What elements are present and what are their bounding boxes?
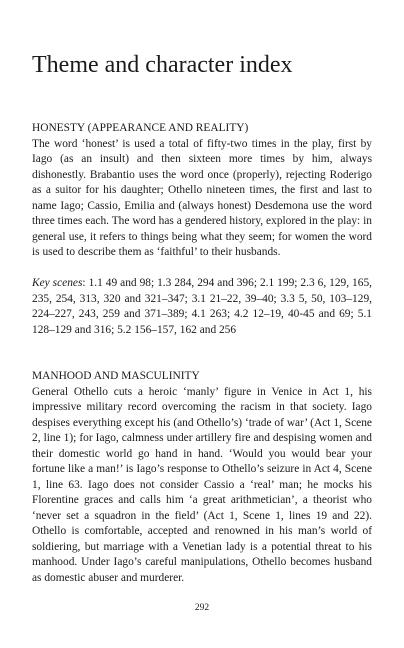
key-scenes-honesty: [32, 276, 372, 338]
section-manhood: [32, 369, 372, 586]
page-title: Theme and character index: [32, 52, 293, 78]
key-scenes-label: Key scenes: [32, 277, 83, 289]
section-honesty: [32, 121, 372, 338]
key-scenes-list: : 1.1 49 and 98; 1.3 284, 294 and 396; 2.1 199; 2.3 6, 129, 165, 235, 254, 313, 320 and 321–347; 3.1 21–22, 39–40; 3.3 5, 50, 103–129, 224–227, 243, 259 and 371–389; 4.1 263; 4.2 12–19, 40-45 and 69; 5.1 128–129 and 316; 5.2 156–157, 162 and 256: [32, 277, 372, 336]
section-heading-honesty: HONESTY (APPEARANCE AND REALITY): [32, 122, 249, 134]
page-number: 292: [194, 603, 210, 613]
section-heading-manhood: MANHOOD AND MASCULINITY: [32, 370, 200, 382]
section-body-manhood: General Othello cuts a heroic ‘manly’ figure in Venice in Act 1, his impressive military record overcoming the racism in that society. Iago despises everything except his (and Othello’s) ‘trade of war’ (Act 1, Scene 2, line 1); for Iago, calmness under artillery fire and despising women and their domestic world go hand in hand. ‘Would you would bear your fortune like a man!’ is Iago’s response to Othello’s seizure in Act 4, Scene 1, line 63. Iago does not consider Cassio a ‘real’ man; he mocks his Florentine graces and calls him ‘a great arithmetician’, a theorist who ‘never set a squadron in the field’ (Act 1, Scene 1, lines 19 and 22). Othello is comfortable, accepted and renowned in his man’s world of soldiering, but marriage with a Venetian lady is a potential threat to his manhood. Under Iago’s careful manipulations, Othello becomes husband as domestic abuser and murderer.: [32, 385, 372, 584]
section-body-honesty: The word ‘honest’ is used a total of fifty-two times in the play, first by Iago (as an insult) and then sixteen more times by him, always dishonestly. Brabantio uses the word once (properly), rejecting Roderigo as a suitor for his daughter; Othello nineteen times, the first and last to name Iago; Cassio, Emilia and (always honest) Desdemona use the word three times each. The word has a gendered history, explored in the play: in general use, it refers to things being what they seem; for women the word is used to describe them as ‘faithful’ to their husbands.: [32, 137, 372, 258]
